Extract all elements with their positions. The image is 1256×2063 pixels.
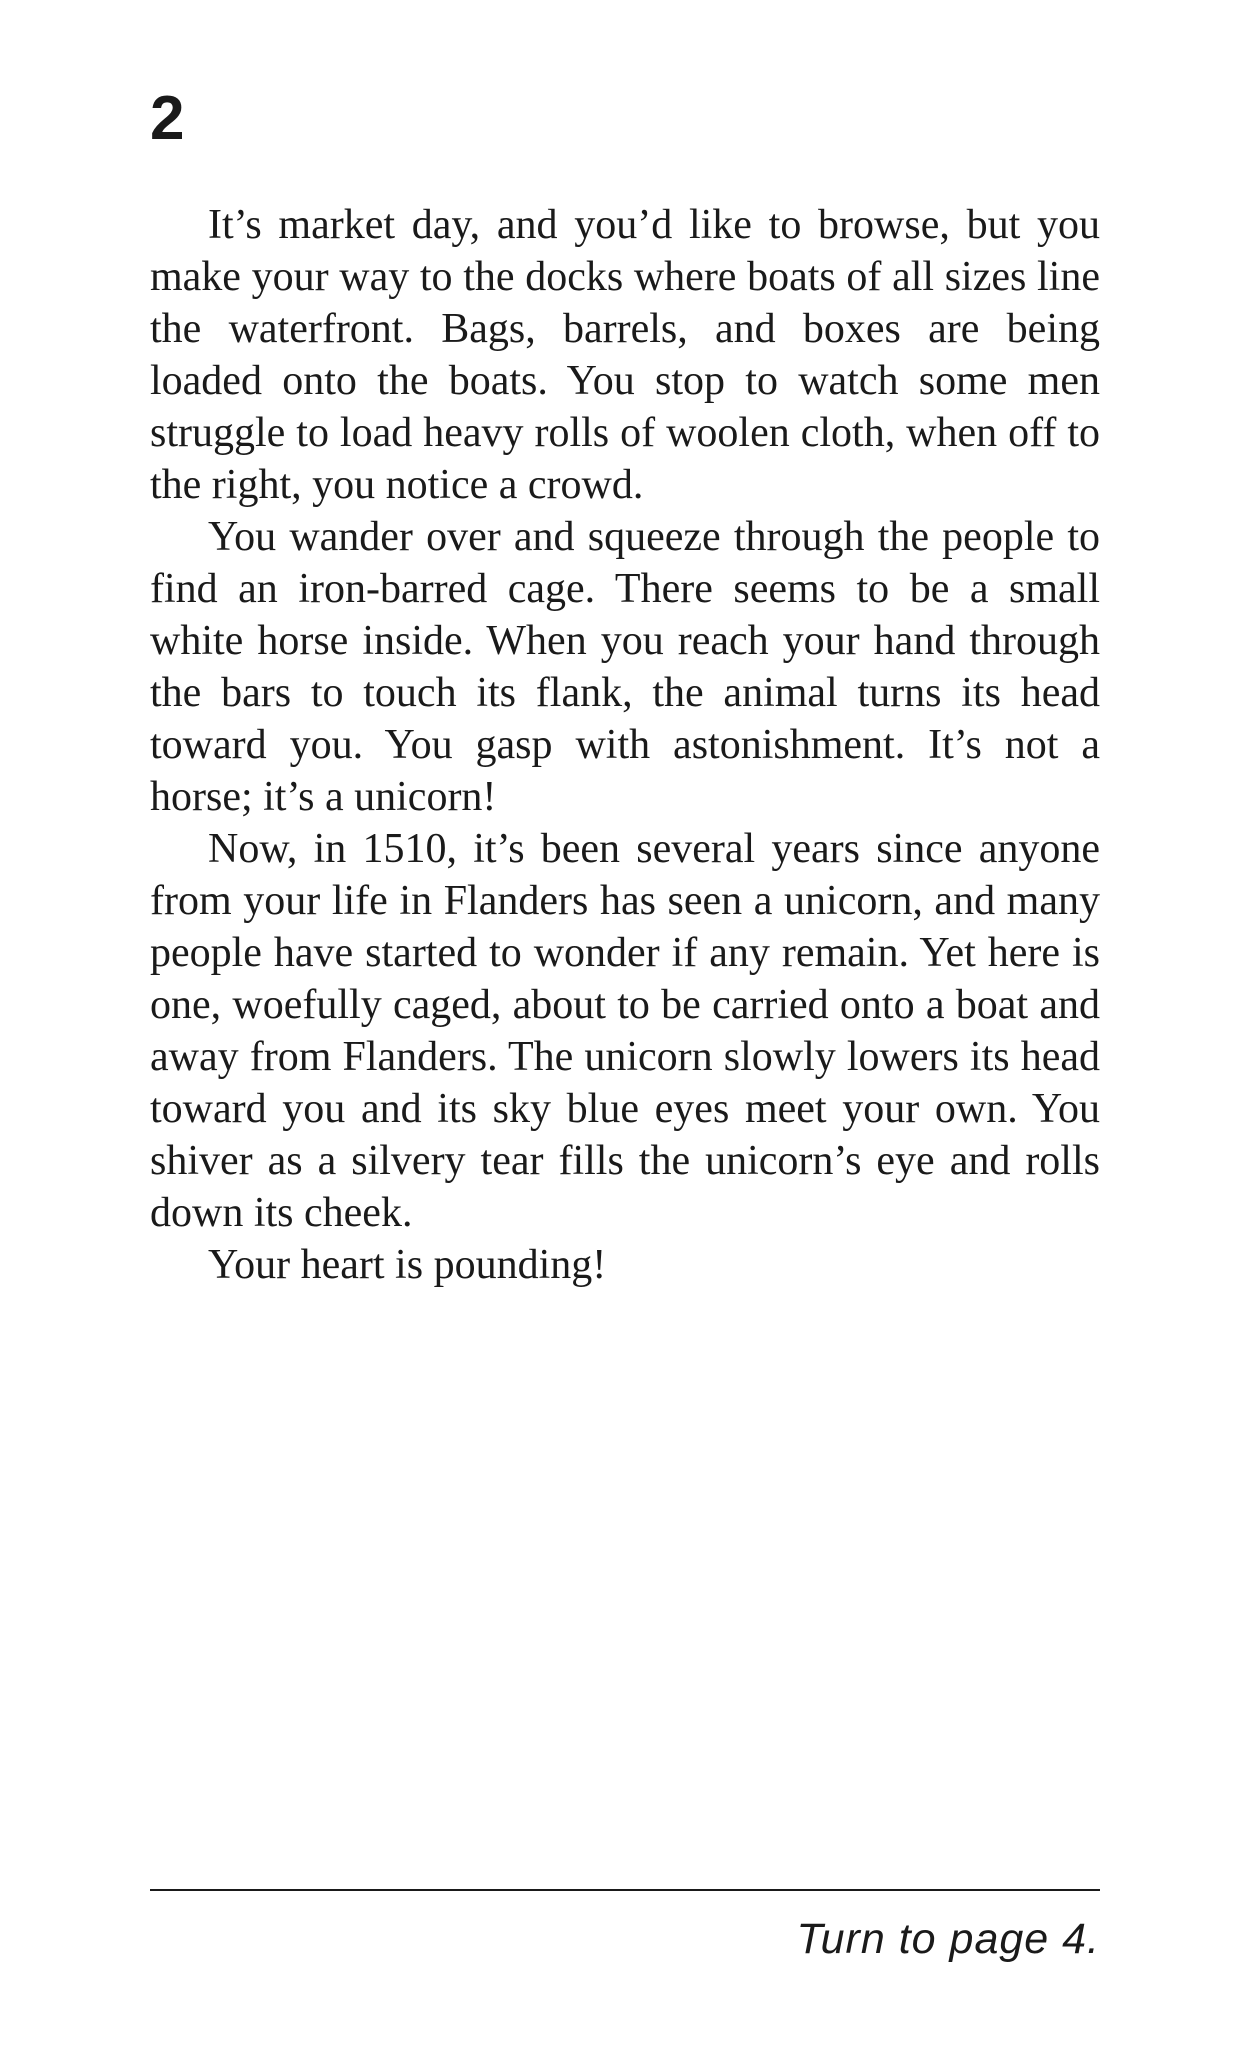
story-text <box>150 199 1100 1291</box>
story-paragraph: It’s market day, and you’d like to browse, but you make your way to the docks where boats of all sizes line the waterfront. Bags, barrels, and boxes are being loaded onto the boats. You stop to watch some men struggle to load heavy rolls of woolen cloth, when off to the right, you notice a crowd. <box>150 202 1100 508</box>
story-paragraph: Now, in 1510, it’s been several years since anyone from your life in Flanders has seen a unicorn, and many people have started to wonder if any remain. Yet here is one, woefully caged, about to be carried onto a boat and away from Flanders. The unicorn slowly lowers its head toward you and its sky blue eyes meet your own. You shiver as a silvery tear fills the unicorn’s eye and rolls down its cheek. <box>150 826 1100 1236</box>
story-paragraph: You wander over and squeeze through the people to find an iron-barred cage. There seems to be a small white horse inside. When you reach your hand through the bars to touch its flank, the animal turns its head toward you. You gasp with astonishment. It’s not a horse; it’s a unicorn! <box>150 514 1100 820</box>
turn-to-page-instruction: Turn to page 4. <box>796 1915 1100 1963</box>
page-number: 2 <box>150 84 185 153</box>
story-paragraph: Your heart is pounding! <box>208 1242 607 1288</box>
footer-divider <box>150 1889 1100 1891</box>
